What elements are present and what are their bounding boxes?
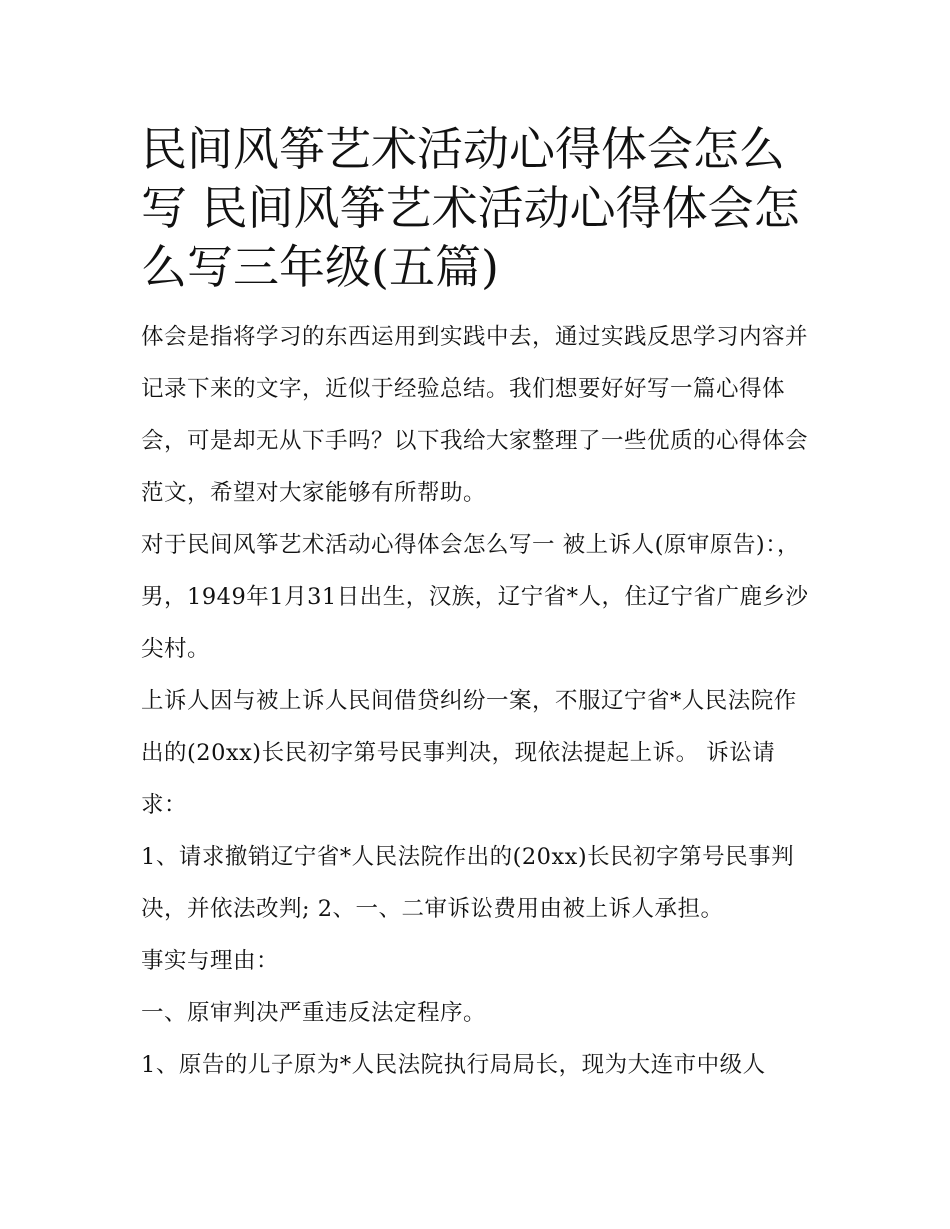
paragraph-appeal: 上诉人因与被上诉人民间借贷纠纷一案，不服辽宁省*人民法院作出的(20xx)长民初字第号民事判决，现依法提起上诉。 诉讼请求： xyxy=(141,687,797,818)
paragraph-respondent: 对于民间风筝艺术活动心得体会怎么写一 被上诉人(原审原告)：，男，1949年1月31日出生，汉族，辽宁省*人，住辽宁省广鹿乡沙尖村。 xyxy=(141,531,809,662)
paragraph-intro: 体会是指将学习的东西运用到实践中去，通过实践反思学习内容并记录下来的文字，近似于经验总结。我们想要好好写一篇心得体会，可是却无从下手吗？以下我给大家整理了一些优质的心得体会范文，希望对大家能够有所帮助。 xyxy=(141,323,809,506)
paragraph-requests: 1、请求撤销辽宁省*人民法院作出的(20xx)长民初字第号民事判决，并依法改判; 2、一、二审诉讼费用由被上诉人承担。 xyxy=(141,843,795,922)
paragraph-point-one: 一、原审判决严重违反法定程序。 xyxy=(141,999,487,1026)
document-body xyxy=(141,120,813,1091)
document-title: 民间风筝艺术活动心得体会怎么写 民间风筝艺术活动心得体会怎么写三年级(五篇) xyxy=(141,122,800,294)
paragraph-facts-heading: 事实与理由： xyxy=(141,947,280,974)
paragraph-point-one-detail: 1、原告的儿子原为*人民法院执行局局长，现为大连市中级人 xyxy=(141,1051,766,1078)
